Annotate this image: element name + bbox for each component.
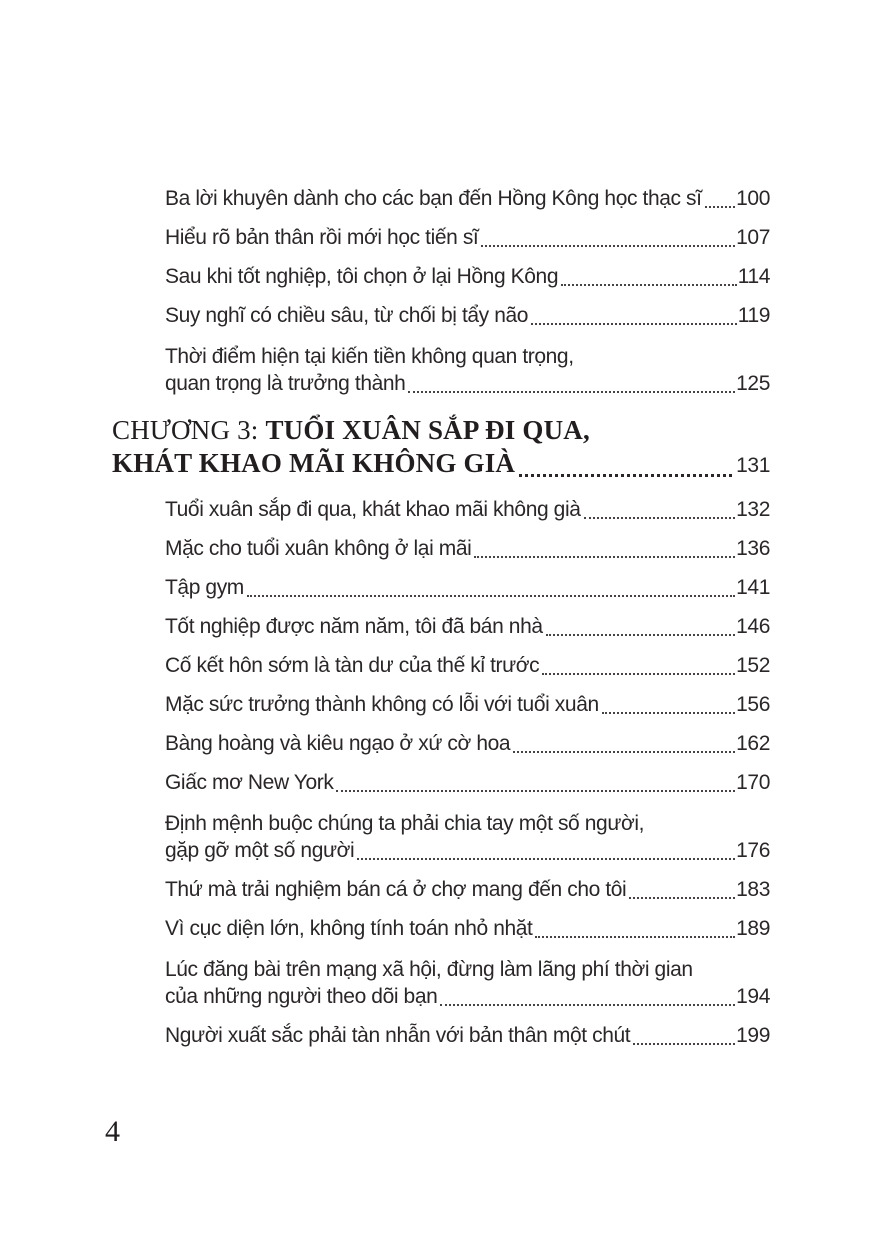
entry-title: Hiểu rõ bản thân rồi mới học tiến sĩ (165, 226, 479, 249)
toc-entry (165, 303, 770, 329)
chapter-heading-line1 (112, 414, 770, 447)
entry-title: Ba lời khuyên dành cho các bạn đến Hồng Kông học thạc sĩ (165, 187, 702, 210)
toc-entry (165, 770, 770, 796)
entry-title: Thứ mà trải nghiệm bán cá ở chợ mang đến cho tôi (165, 878, 627, 901)
entry-title: Giấc mơ New York (165, 771, 334, 794)
toc-entry (165, 916, 770, 942)
entry-row (165, 984, 770, 1010)
chapter-heading (112, 414, 770, 482)
entry-page-number: 156 (736, 693, 770, 716)
dot-leader (408, 391, 735, 393)
dot-leader (584, 517, 736, 519)
entry-row (165, 731, 770, 757)
dot-leader (602, 712, 735, 714)
chapter-title: TUỔI XUÂN SẮP ĐI QUA, (265, 415, 590, 445)
entry-page-number: 132 (736, 498, 770, 521)
toc-entry (165, 225, 770, 251)
dot-leader (440, 1004, 735, 1006)
entry-row (165, 916, 770, 942)
toc-entry (165, 575, 770, 601)
toc-entry (165, 342, 770, 397)
dot-leader (481, 245, 735, 247)
toc-entry (165, 614, 770, 640)
entry-title: Mặc sức trưởng thành không có lỗi với tuổi xuân (165, 693, 599, 716)
dot-leader (531, 323, 737, 325)
toc-entry (165, 497, 770, 523)
entry-page-number: 119 (737, 304, 770, 327)
entry-title: Tập gym (165, 576, 244, 599)
entry-page-number: 100 (736, 187, 770, 210)
chapter-heading-line2 (112, 447, 770, 482)
entry-title: Mặc cho tuổi xuân không ở lại mãi (165, 537, 472, 560)
entry-title: Tốt nghiệp được năm năm, tôi đã bán nhà (165, 615, 543, 638)
entry-row (165, 225, 770, 251)
entry-row (165, 497, 770, 523)
entry-title: Vì cục diện lớn, không tính toán nhỏ nhặt (165, 917, 533, 940)
chapter-label: CHƯƠNG 3: (112, 415, 266, 445)
entry-row (165, 575, 770, 601)
entry-page-number: 107 (736, 226, 770, 249)
entry-title-line1: Lúc đăng bài trên mạng xã hội, đừng làm lãng phí thời gian (165, 958, 693, 981)
entry-row (165, 838, 770, 864)
entry-page-number: 183 (736, 878, 770, 901)
entry-row (165, 371, 770, 397)
entry-page-number: 152 (736, 654, 770, 677)
toc-entry (165, 731, 770, 757)
toc-entry (165, 1023, 770, 1049)
entry-row (165, 770, 770, 796)
entry-page-number: 162 (736, 732, 770, 755)
toc-list (112, 186, 770, 1049)
entry-page-number: 146 (736, 615, 770, 638)
entry-page-number: 170 (736, 771, 770, 794)
entry-page-number: 194 (736, 985, 770, 1008)
entry-page-number: 136 (736, 537, 770, 560)
entry-title: gặp gỡ một số người (165, 839, 355, 862)
entry-row (165, 877, 770, 903)
entry-page-number: 114 (737, 265, 770, 288)
entry-title: Tuổi xuân sắp đi qua, khát khao mãi không già (165, 498, 581, 521)
entry-row (165, 264, 770, 290)
dot-leader (561, 284, 737, 286)
entry-title-line1: Thời điểm hiện tại kiến tiền không quan trọng, (165, 345, 574, 368)
dot-leader (629, 897, 735, 899)
entry-title: Sau khi tốt nghiệp, tôi chọn ở lại Hồng Kông (165, 265, 559, 288)
entry-row (165, 653, 770, 679)
toc-entry (165, 692, 770, 718)
dot-leader (474, 556, 735, 558)
toc-entry (165, 955, 770, 1010)
toc-entry (165, 186, 770, 212)
dot-leader (336, 790, 735, 792)
toc-entry (165, 264, 770, 290)
dot-leader (513, 751, 735, 753)
entry-title: của những người theo dõi bạn (165, 985, 438, 1008)
entry-row (165, 186, 770, 212)
entry-page-number: 199 (736, 1024, 770, 1047)
entry-title: Người xuất sắc phải tàn nhẫn với bản thân một chút (165, 1024, 631, 1047)
entry-row (165, 614, 770, 640)
dot-leader (705, 206, 736, 208)
entry-title: Bàng hoàng và kiêu ngạo ở xứ cờ hoa (165, 732, 511, 755)
dot-leader (542, 673, 735, 675)
dot-leader (546, 634, 736, 636)
entry-row (165, 536, 770, 562)
entry-title: Cố kết hôn sớm là tàn dư của thế kỉ trước (165, 654, 540, 677)
dot-leader (357, 858, 735, 860)
table-of-contents (112, 186, 770, 1062)
page-number: 4 (105, 1115, 120, 1148)
entry-row (165, 1023, 770, 1049)
dot-leader (519, 474, 732, 477)
chapter-page-number: 131 (736, 454, 770, 477)
toc-entry (165, 653, 770, 679)
chapter-title-continued: KHÁT KHAO MÃI KHÔNG GIÀ (112, 448, 516, 478)
toc-entry (165, 877, 770, 903)
entry-title: Suy nghĩ có chiều sâu, từ chối bị tẩy não (165, 304, 529, 327)
entry-title: quan trọng là trưởng thành (165, 372, 406, 395)
toc-entry (165, 536, 770, 562)
dot-leader (247, 595, 735, 597)
entry-row (165, 303, 770, 329)
toc-entry (165, 809, 770, 864)
entry-title-line1: Định mệnh buộc chúng ta phải chia tay một số người, (165, 812, 645, 835)
entry-page-number: 189 (736, 917, 770, 940)
entry-page-number: 176 (736, 839, 770, 862)
dot-leader (535, 936, 735, 938)
entry-page-number: 125 (736, 372, 770, 395)
entry-row (165, 692, 770, 718)
dot-leader (633, 1043, 735, 1045)
entry-page-number: 141 (736, 576, 770, 599)
